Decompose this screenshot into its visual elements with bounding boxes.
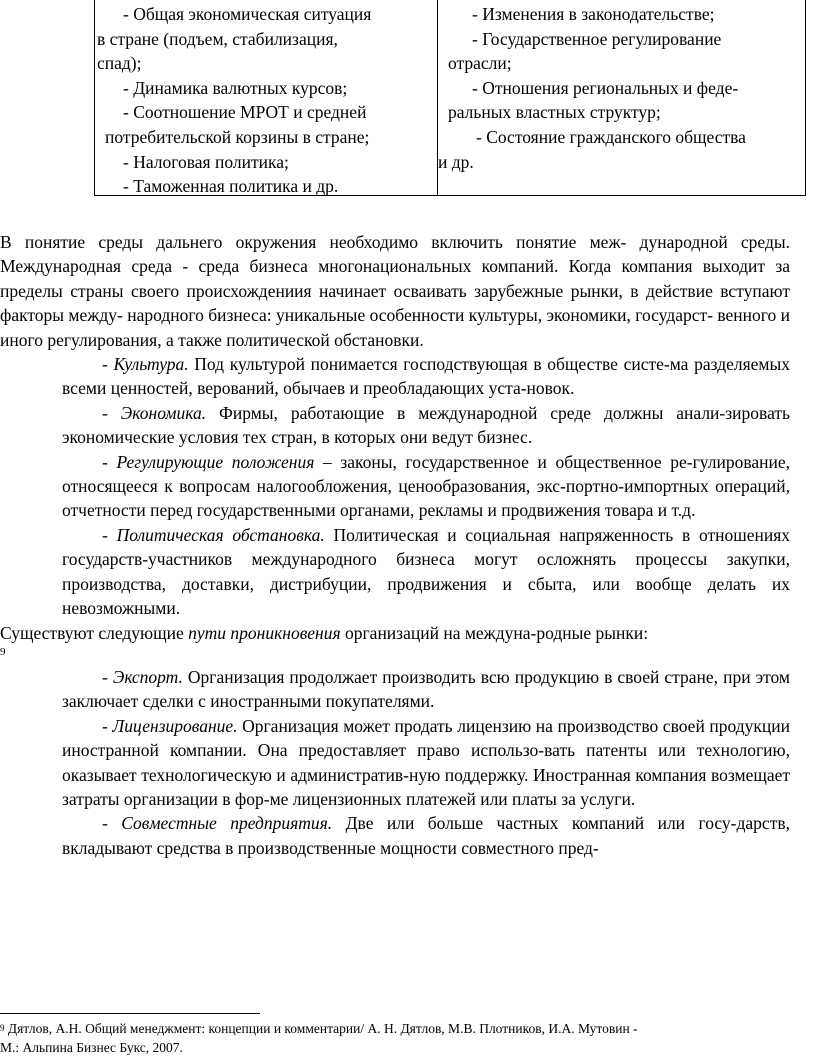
dash: -: [102, 715, 113, 736]
term: Экономика.: [120, 402, 207, 423]
footnote-line: М.: Альпина Бизнес Букс, 2007.: [0, 1040, 183, 1055]
list-item: [0, 714, 790, 812]
item-text: Организация может продать лицензию на производство своей продукции иностранной компании. Она предоставляет право использо-вать патенты или технологию, оказывает технологическую и административ-ную поддержку. Иностранная компания возмещает затраты организации в фор-ме лицензионных платежей или платы за услуги.: [62, 715, 790, 809]
term: Культура.: [113, 354, 189, 375]
term: Политическая обстановка.: [116, 524, 325, 545]
list-item: [0, 450, 790, 523]
item-text: Политическая и социальная напряженность в отношениях государств-участников международного бизнеса могут осложнять процессы закупки, производства, доставки, дистрибуции, продвижения и сбыта, или вообще делать их невозможными.: [62, 524, 791, 619]
footnote: [0, 1019, 790, 1057]
paths-intro-term: пути проникновения: [188, 622, 341, 643]
item-text: Фирмы, работающие в международной среде должны анали-зировать экономические условия тех стран, в которых они ведут бизнес.: [62, 402, 791, 448]
list-item: [0, 665, 790, 714]
dash: -: [102, 524, 117, 545]
footnote-reference: 9: [0, 645, 6, 658]
item-text: Организация продолжает производить всю продукцию в своей стране, при этом заключает сделки с иностранными покупателями.: [62, 666, 791, 712]
factors-table: [94, 0, 806, 196]
table-line: в стране (подъем, стабилизация,: [97, 28, 338, 49]
table-line: спад);: [97, 53, 142, 74]
table-cell-right: [438, 0, 805, 195]
dash: -: [102, 813, 122, 834]
table-line: - Государственное регулирование: [472, 28, 722, 49]
table-line: - Изменения в законодательстве;: [472, 4, 715, 24]
paths-intro: [0, 621, 790, 645]
table-line: и др.: [438, 151, 474, 172]
paths-intro-text: организаций на междуна-родные рынки:: [340, 622, 649, 643]
table-line: - Состояние гражданского общества: [476, 126, 746, 147]
term: Экспорт.: [112, 666, 183, 687]
item-text: – законы, государственное и общественное ре-гулирование, относящееся к вопросам налогообложения, ценообразования, экс-портно-импортных операций, отчетности перед государственными органами, рекламы и продвижения товара и т.д.: [62, 451, 791, 521]
list-item: [0, 401, 790, 450]
main-text: [0, 230, 790, 860]
list-item: [0, 811, 790, 860]
table-line: потребительской корзины в стране;: [105, 126, 370, 147]
table-line: - Общая экономическая ситуация: [123, 4, 372, 24]
dash: -: [102, 402, 121, 423]
table-line: - Налоговая политика;: [123, 151, 289, 172]
intro-paragraph: В понятие среды дальнего окружения необходимо включить понятие меж- дународной среды. Международная среда - среда бизнеса многонациональных компаний. Когда компания выходит за пределы страны своего происхождениия начинает осваивать зарубежные рынки, в действие вступают факторы между- народного бизнеса: уникальные особенности культуры, экономики, государст- венного и иного регулирования, а также политической обстановки.: [0, 232, 791, 350]
table-line: - Таможенная политика и др.: [123, 176, 339, 197]
list-item: [0, 352, 790, 401]
term: Совместные предприятия.: [121, 813, 333, 834]
dash: -: [102, 451, 117, 472]
table-line: - Соотношение МРОТ и средней: [123, 102, 367, 123]
table-line: ральных властных структур;: [448, 102, 661, 123]
footnote-mark: 9: [0, 1023, 5, 1033]
term: Регулирующие положения: [116, 451, 315, 472]
footnote-line: [0, 1019, 790, 1038]
item-text: Под культурой понимается господствующая в обществе систе-ма разделяемых всеми ценностей, верований, обычаев и преобладающих уста-новок.: [62, 354, 790, 399]
table-cell-left: [95, 0, 438, 195]
table-line: отрасли;: [448, 53, 512, 74]
footnote-divider: [0, 1013, 260, 1014]
term: Лицензирование.: [112, 715, 238, 736]
table-line: - Отношения региональных и феде-: [472, 77, 739, 98]
dash: -: [102, 666, 113, 687]
footnote-text: Дятлов, А.Н. Общий менеджмент: концепции и комментарии/ А. Н. Дятлов, М.В. Плотников, И.А. Мутовин -: [4, 1021, 638, 1036]
item-text: Две или больше частных компаний или госу-дарств, вкладывают средства в производственные мощности совместного пред-: [62, 813, 790, 858]
table-line: - Динамика валютных курсов;: [123, 77, 348, 98]
dash: -: [102, 354, 114, 375]
paths-intro-text: Существуют следующие: [0, 622, 189, 643]
list-item: [0, 523, 790, 621]
